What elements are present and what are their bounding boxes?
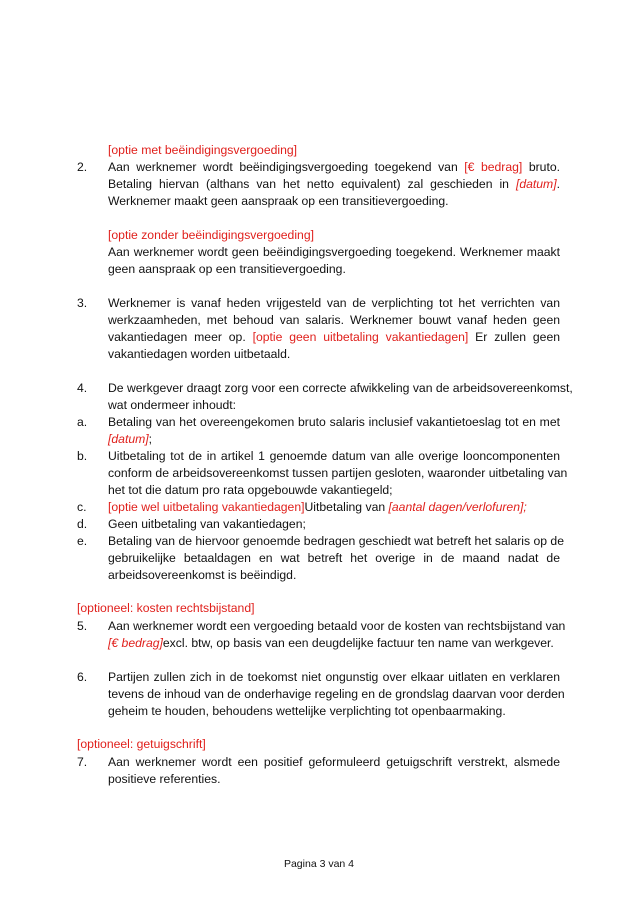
item-number-5: 5. xyxy=(77,619,88,633)
placeholder-days-hours: [aantal dagen/verlofuren] xyxy=(388,500,524,514)
item7-line1: Aan werknemer wordt een positief geformuleerd getuigschrift verstrekt, alsmede xyxy=(108,755,560,769)
option-no-vacation-payout: [optie geen uitbetaling vakantiedagen] xyxy=(252,330,469,344)
item6-line3: geheim te houden, behoudens wettelijke verplichting tot openbaarmaking. xyxy=(108,704,506,718)
item4b-line2: conform de arbeidsovereenkomst tussen partijen gesloten, waaronder uitbetaling van xyxy=(108,466,568,480)
item2-text-end: . xyxy=(556,177,560,191)
item4b-line3: het tot die datum pro rata opgebouwde vakantiegeld; xyxy=(108,483,393,497)
page-footer: Pagina 3 van 4 xyxy=(283,858,355,870)
item4-line1: De werkgever draagt zorg voor een correcte afwikkeling van de arbeidsovereenkomst, xyxy=(108,381,573,395)
option-heading-with-severance: [optie met beëindigingsvergoeding] xyxy=(108,143,298,157)
item3-line3 xyxy=(108,330,560,344)
placeholder-amount: [€ bedrag] xyxy=(464,160,523,174)
subitem-letter-a: a. xyxy=(77,415,88,429)
item2b-line1: Aan werknemer wordt geen beëindigingsvergoeding toegekend. Werknemer maakt xyxy=(108,245,560,259)
item2-text-end: bruto. xyxy=(522,160,560,174)
item4a-line1: Betaling van het overeengekomen bruto salaris inclusief vakantietoeslag tot en met xyxy=(108,415,560,429)
item4-line2: wat ondermeer inhoudt: xyxy=(108,398,237,412)
option-vacation-payout: [optie wel uitbetaling vakantiedagen] xyxy=(108,500,305,514)
item7-line2: positieve referenties. xyxy=(108,772,221,786)
item3-text: vakantiedagen meer op. xyxy=(108,330,253,344)
subitem-letter-d: d. xyxy=(77,517,88,531)
option-heading-certificate: [optioneel: getuigschrift] xyxy=(77,737,206,751)
item2b-line2: geen aanspraak op een transitievergoeding. xyxy=(108,262,346,276)
item4e-line2: gebruikelijke betaaldagen en wat betreft het overige in de maand nadat de xyxy=(108,551,560,565)
placeholder-date: [datum] xyxy=(515,177,557,191)
option-heading-without-severance: [optie zonder beëindigingsvergoeding] xyxy=(108,228,314,242)
item3-line1: Werknemer is vanaf heden vrijgesteld van de verplichting tot het verrichten van xyxy=(108,296,560,310)
subitem-letter-b: b. xyxy=(77,449,88,463)
item5-line1: Aan werknemer wordt een vergoeding betaald voor de kosten van rechtsbijstand van xyxy=(108,619,566,633)
item4e-line3: arbeidsovereenkomst is beëindigd. xyxy=(108,568,297,582)
item4c-text: Uitbetaling van xyxy=(304,500,389,514)
subitem-letter-e: e. xyxy=(77,534,88,548)
item2-line3: Werknemer maakt geen aanspraak op een transitievergoeding. xyxy=(108,194,449,208)
item3-line2: werkzaamheden, met behoud van salaris. Werknemer bouwt vanaf heden geen xyxy=(108,313,560,327)
item4a-line2 xyxy=(108,432,152,446)
item2-line2 xyxy=(108,177,560,191)
item2-text: Aan werknemer wordt beëindigingsvergoeding toegekend van xyxy=(108,160,465,174)
subitem-letter-c: c. xyxy=(77,500,87,514)
item3-text-end: Er zullen geen xyxy=(468,330,560,344)
item6-line2: tevens de inhoud van de onderhavige regeling en de grondslag daarvan voor derden xyxy=(108,687,565,701)
item4d-line1: Geen uitbetaling van vakantiedagen; xyxy=(108,517,306,531)
item6-line1: Partijen zullen zich in de toekomst niet ongunstig over elkaar uitlaten en verklaren xyxy=(108,670,560,684)
item4b-line1: Uitbetaling tot de in artikel 1 genoemde datum van alle overige looncomponenten xyxy=(108,449,560,463)
item-number-6: 6. xyxy=(77,670,88,684)
placeholder-amount: [€ bedrag] xyxy=(108,636,163,650)
item-number-2: 2. xyxy=(77,160,88,174)
item-number-7: 7. xyxy=(77,755,88,769)
item2-text: Betaling hiervan (althans van het netto equivalent) zal geschieden in xyxy=(108,177,516,191)
item-number-4: 4. xyxy=(77,381,88,395)
item4e-line1: Betaling van de hiervoor genoemde bedragen geschiedt wat betreft het salaris op de xyxy=(108,534,564,548)
item4c-line1 xyxy=(108,500,527,514)
item5-text: excl. btw, op basis van een deugdelijke factuur ten name van werkgever. xyxy=(162,636,554,650)
item5-line2 xyxy=(108,636,554,650)
placeholder-date: [datum] xyxy=(108,432,149,446)
item3-line4: vakantiedagen worden uitbetaald. xyxy=(108,347,291,361)
item4a-text-end: ; xyxy=(148,432,153,446)
item4c-text-end: ; xyxy=(523,500,527,514)
item-number-3: 3. xyxy=(77,296,88,310)
item2-line1 xyxy=(108,160,560,174)
option-heading-legal-costs: [optioneel: kosten rechtsbijstand] xyxy=(77,601,255,615)
